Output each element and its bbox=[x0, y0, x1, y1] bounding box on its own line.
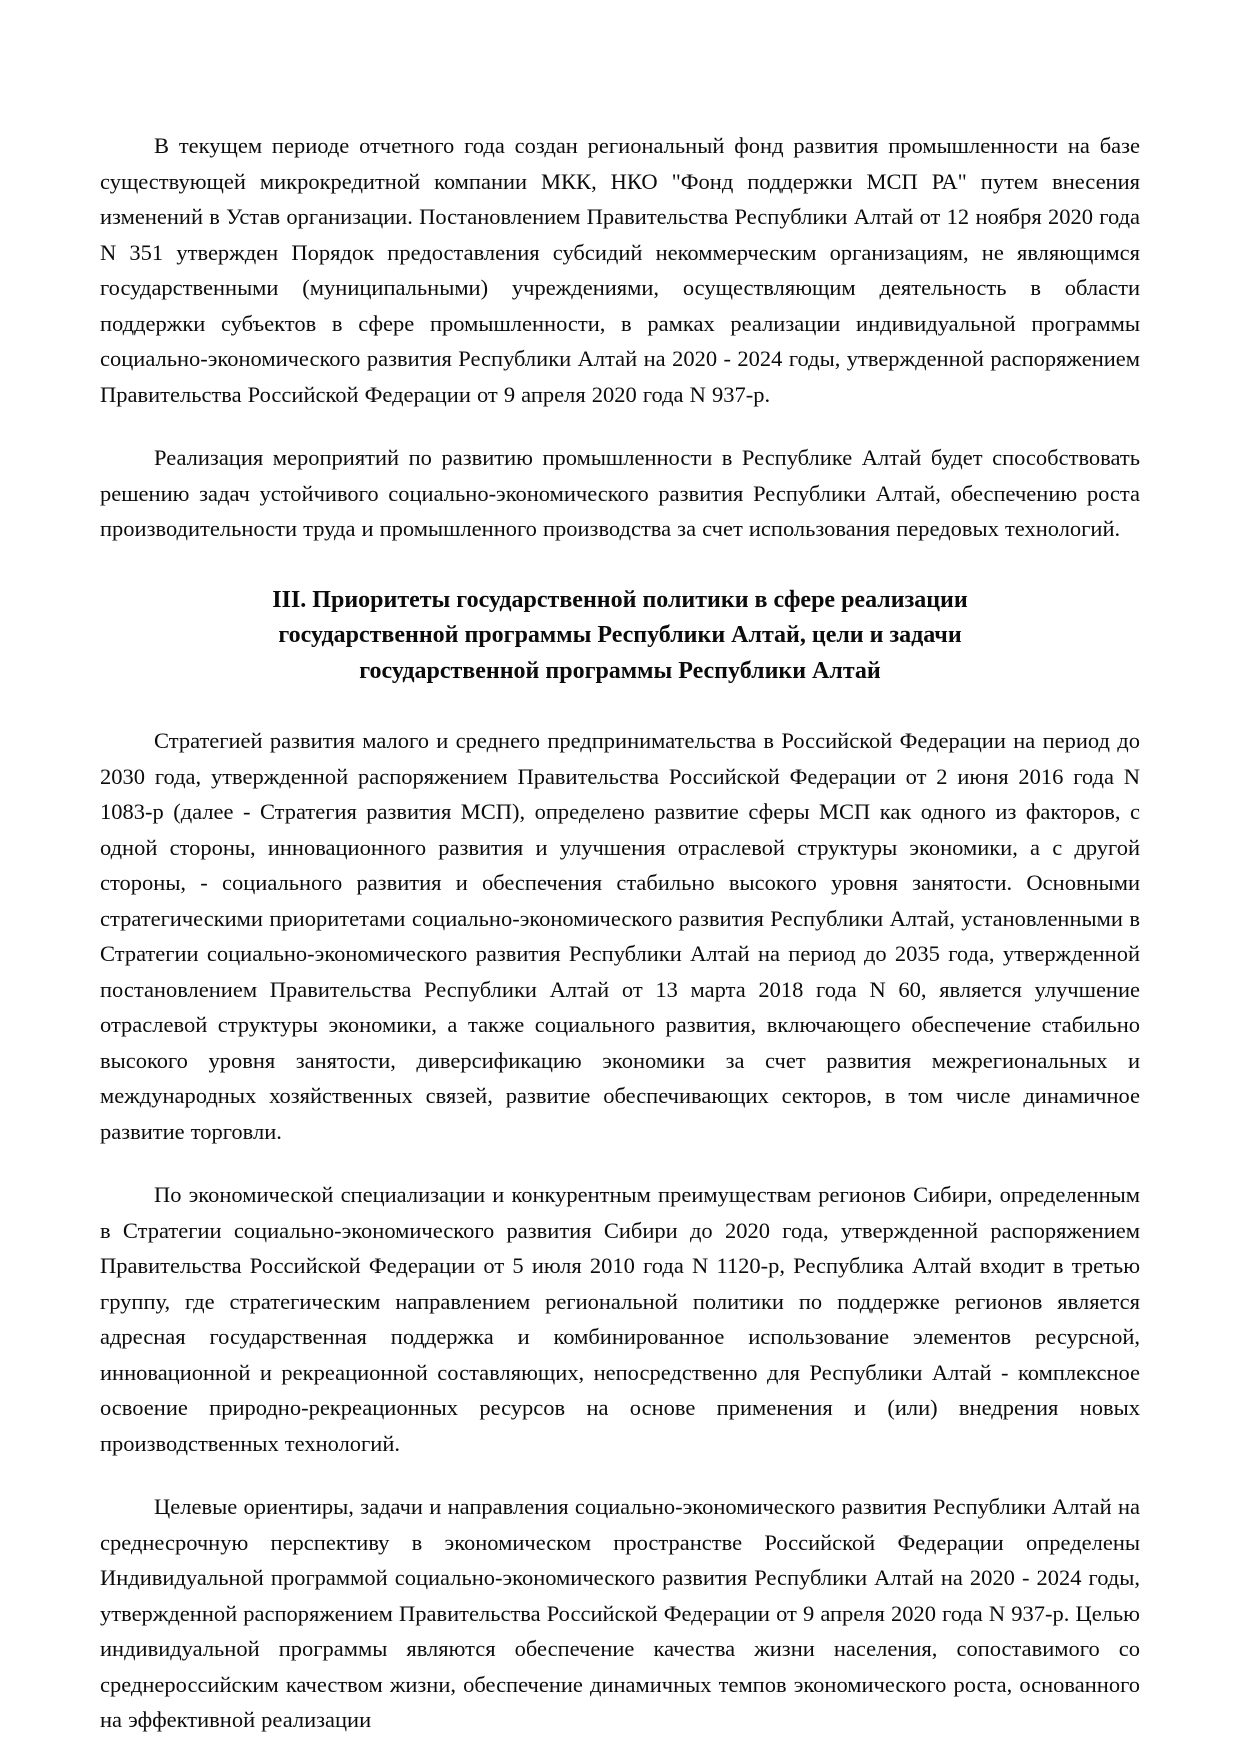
section-heading-line-1: III. Приоритеты государственной политики в сфере реализации bbox=[272, 586, 968, 613]
paragraph-industrial-fund: В текущем периоде отчетного года создан региональный фонд развития промышленности на базе существующей микрокредитной компании МКК, НКО "Фонд поддержки МСП РА" путем внесения изменений в Устав организации. Постановлением Правительства Республики Алтай от 12 ноября 2020 года N 351 утвержден Порядок предоставления субсидий некоммерческим организациям, не являющимся государственными (муниципальными) учреждениями, осуществляющим деятельность в области поддержки субъектов в сфере промышленности, в рамках реализации индивидуальной программы социально-экономического развития Республики Алтай на 2020 - 2024 годы, утвержденной распоряжением Правительства Российской Федерации от 9 апреля 2020 года N 937-р. bbox=[100, 133, 1140, 407]
document-body bbox=[100, 128, 1140, 1738]
paragraph-industry-development-measures: Реализация мероприятий по развитию промышленности в Республике Алтай будет способствовать решению задач устойчивого социально-экономического развития Республики Алтай, обеспечению роста производительности труда и промышленного производства за счет использования передовых технологий. bbox=[100, 445, 1140, 541]
section-heading-line-2: государственной программы Республики Алтай, цели и задачи bbox=[278, 622, 962, 648]
section-heading-line-3: государственной программы Республики Алтай bbox=[359, 657, 881, 684]
paragraph-target-guidelines: Целевые ориентиры, задачи и направления социально-экономического развития Республики Алтай на среднесрочную перспективу в экономическом пространстве Российской Федерации определены Индивидуальной программой социально-экономического развития Республики Алтай на 2020 - 2024 годы, утвержденной распоряжением Правительства Российской Федерации от 9 апреля 2020 года N 937-р. Целью индивидуальной программы являются обеспечение качества жизни населения, сопоставимого со среднероссийским качеством жизни, обеспечение динамичных темпов экономического роста, основанного на эффективной реализации bbox=[100, 1494, 1140, 1732]
section-heading bbox=[100, 583, 1140, 690]
paragraph-siberia-specialization: По экономической специализации и конкурентным преимуществам регионов Сибири, определенным в Стратегии социально-экономического развития Сибири до 2020 года, утвержденной распоряжением Правительства Российской Федерации от 5 июля 2010 года N 1120-р, Республика Алтай входит в третью группу, где стратегическим направлением региональной политики по поддержке регионов является адресная государственная поддержка и комбинированное использование элементов ресурсной, инновационной и рекреационной составляющих, непосредственно для Республики Алтай - комплексное освоение природно-рекреационных ресурсов на основе применения и (или) внедрения новых производственных технологий. bbox=[100, 1182, 1140, 1456]
paragraph-sme-strategy: Стратегией развития малого и среднего предпринимательства в Российской Федерации на период до 2030 года, утвержденной распоряжением Правительства Российской Федерации от 2 июня 2016 года N 1083-р (далее - Стратегия развития МСП), определено развитие сферы МСП как одного из факторов, с одной стороны, инновационного развития и улучшения отраслевой структуры экономики, а с другой стороны, - социального развития и обеспечения стабильно высокого уровня занятости. Основными стратегическими приоритетами социально-экономического развития Республики Алтай, установленными в Стратегии социально-экономического развития Республики Алтай на период до 2035 года, утвержденной постановлением Правительства Республики Алтай от 13 марта 2018 года N 60, является улучшение отраслевой структуры экономики, а также социального развития, включающего обеспечение стабильно высокого уровня занятости, диверсификацию экономики за счет развития межрегиональных и международных хозяйственных связей, развитие обеспечивающих секторов, в том числе динамичное развитие торговли. bbox=[100, 728, 1140, 1144]
